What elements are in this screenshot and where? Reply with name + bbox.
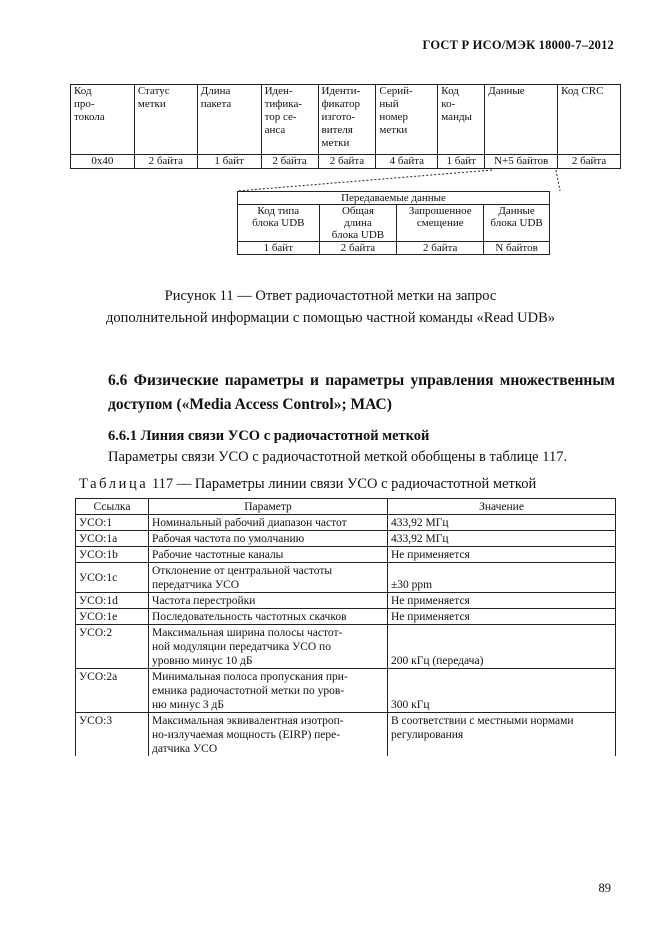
param-row (76, 593, 616, 609)
frame-header-data: Данные (485, 85, 558, 155)
udb-header-type: Код типа блока UDB (238, 205, 320, 242)
udb-title: Передаваемые данные (238, 192, 550, 205)
udb-value: N байтов (484, 242, 550, 255)
param-row (76, 609, 616, 625)
frame-value: 1 байт (197, 155, 261, 169)
section-heading: 6.6 Физические параметры и параметры управления множественным доступом («Media Access Control»; МАС) (108, 372, 615, 413)
figure-caption-line1: Рисунок 11 — Ответ радиочастотной метки на запрос (164, 288, 497, 304)
udb-title-row (238, 192, 550, 205)
param-value: 300 кГц (388, 669, 616, 713)
param-name: Рабочие частотные каналы (149, 547, 388, 563)
param-name: Частота перестройки (149, 593, 388, 609)
frame-value: 1 байт (438, 155, 485, 169)
udb-value: 2 байта (319, 242, 397, 255)
frame-value: 4 байта (376, 155, 438, 169)
frame-value: 2 байта (318, 155, 376, 169)
param-header-ref: Ссылка (76, 499, 149, 515)
frame-header-protocol: Код про- токола (71, 85, 135, 155)
param-ref: УСО:1d (76, 593, 149, 609)
body-paragraph: Параметры связи УСО с радиочастотной меткой обобщены в таблице 117. (108, 449, 568, 465)
param-name: Минимальная полоса пропускания при- емника радиочастотной метки по уров- ню минус 3 дБ (149, 669, 388, 713)
page-header: ГОСТ Р ИСО/МЭК 18000-7–2012 (422, 38, 614, 52)
param-header-value: Значение (388, 499, 616, 515)
param-ref: УСО:2 (76, 625, 149, 669)
param-name: Максимальная эквивалентная изотроп- но-излучаемая мощность (EIRP) пере- датчика УСО (149, 713, 388, 757)
udb-header-row (238, 205, 550, 242)
frame-header-manufacturer-id: Иденти- фикатор изгото- вителя метки (318, 85, 376, 155)
link-parameters-table (75, 498, 616, 756)
param-row (76, 531, 616, 547)
expansion-line-right (556, 170, 560, 191)
param-name: Номинальный рабочий диапазон частот (149, 515, 388, 531)
frame-value: 2 байта (261, 155, 318, 169)
param-ref: УСО:1b (76, 547, 149, 563)
param-ref: УСО:3 (76, 713, 149, 757)
param-name: Отклонение от центральной частоты передатчика УСО (149, 563, 388, 593)
param-value: Не применяется (388, 547, 616, 563)
subsection-heading: 6.6.1 Линия связи УСО с радиочастотной меткой (108, 428, 430, 444)
param-row (76, 515, 616, 531)
param-row (76, 713, 616, 757)
param-row (76, 547, 616, 563)
table-caption-label: Таблица (79, 476, 149, 492)
frame-header-command: Код ко- манды (438, 85, 485, 155)
param-header-param: Параметр (149, 499, 388, 515)
expansion-line-left (237, 170, 492, 191)
param-ref: УСО:1 (76, 515, 149, 531)
figure-caption-line2: дополнительной информации с помощью частной команды «Read UDB» (105, 310, 555, 326)
udb-header-data: Данные блока UDB (484, 205, 550, 242)
param-name: Последовательность частотных скачков (149, 609, 388, 625)
frame-value: 0x40 (71, 155, 135, 169)
param-name: Рабочая частота по умолчанию (149, 531, 388, 547)
table-caption-text: 117 — Параметры линии связи УСО с радиочастотной меткой (148, 476, 537, 492)
udb-value-row (238, 242, 550, 255)
page-number: 89 (598, 881, 611, 895)
param-name: Максимальная ширина полосы частот- ной модуляции передатчика УСО по уровню минус 10 дБ (149, 625, 388, 669)
frame-header-session-id: Иден- тифика- тор се- анса (261, 85, 318, 155)
param-ref: УСО:1а (76, 531, 149, 547)
param-row (76, 563, 616, 593)
frame-header-crc: Код CRC (558, 85, 621, 155)
param-header-row (76, 499, 616, 515)
param-row (76, 625, 616, 669)
param-ref: УСО:2а (76, 669, 149, 713)
table-caption (79, 476, 536, 493)
frame-header-status: Статус метки (134, 85, 197, 155)
param-value: ±30 ppm (388, 563, 616, 593)
udb-value: 2 байта (397, 242, 484, 255)
param-value: Не применяется (388, 593, 616, 609)
param-row (76, 669, 616, 713)
udb-data-table (237, 191, 550, 255)
param-value: 200 кГц (передача) (388, 625, 616, 669)
udb-header-offset: Запрошенное смещение (397, 205, 484, 242)
param-ref: УСО:1с (76, 563, 149, 593)
param-value: В соответствии с местными нормами регулирования (388, 713, 616, 757)
param-ref: УСО:1е (76, 609, 149, 625)
param-value: 433,92 МГц (388, 515, 616, 531)
frame-value: N+5 байтов (485, 155, 558, 169)
frame-value: 2 байта (134, 155, 197, 169)
frame-value: 2 байта (558, 155, 621, 169)
udb-header-length: Общая длина блока UDB (319, 205, 397, 242)
udb-value: 1 байт (238, 242, 320, 255)
frame-header-length: Длина пакета (197, 85, 261, 155)
param-value: Не применяется (388, 609, 616, 625)
frame-header-serial: Серий- ный номер метки (376, 85, 438, 155)
param-value: 433,92 МГц (388, 531, 616, 547)
